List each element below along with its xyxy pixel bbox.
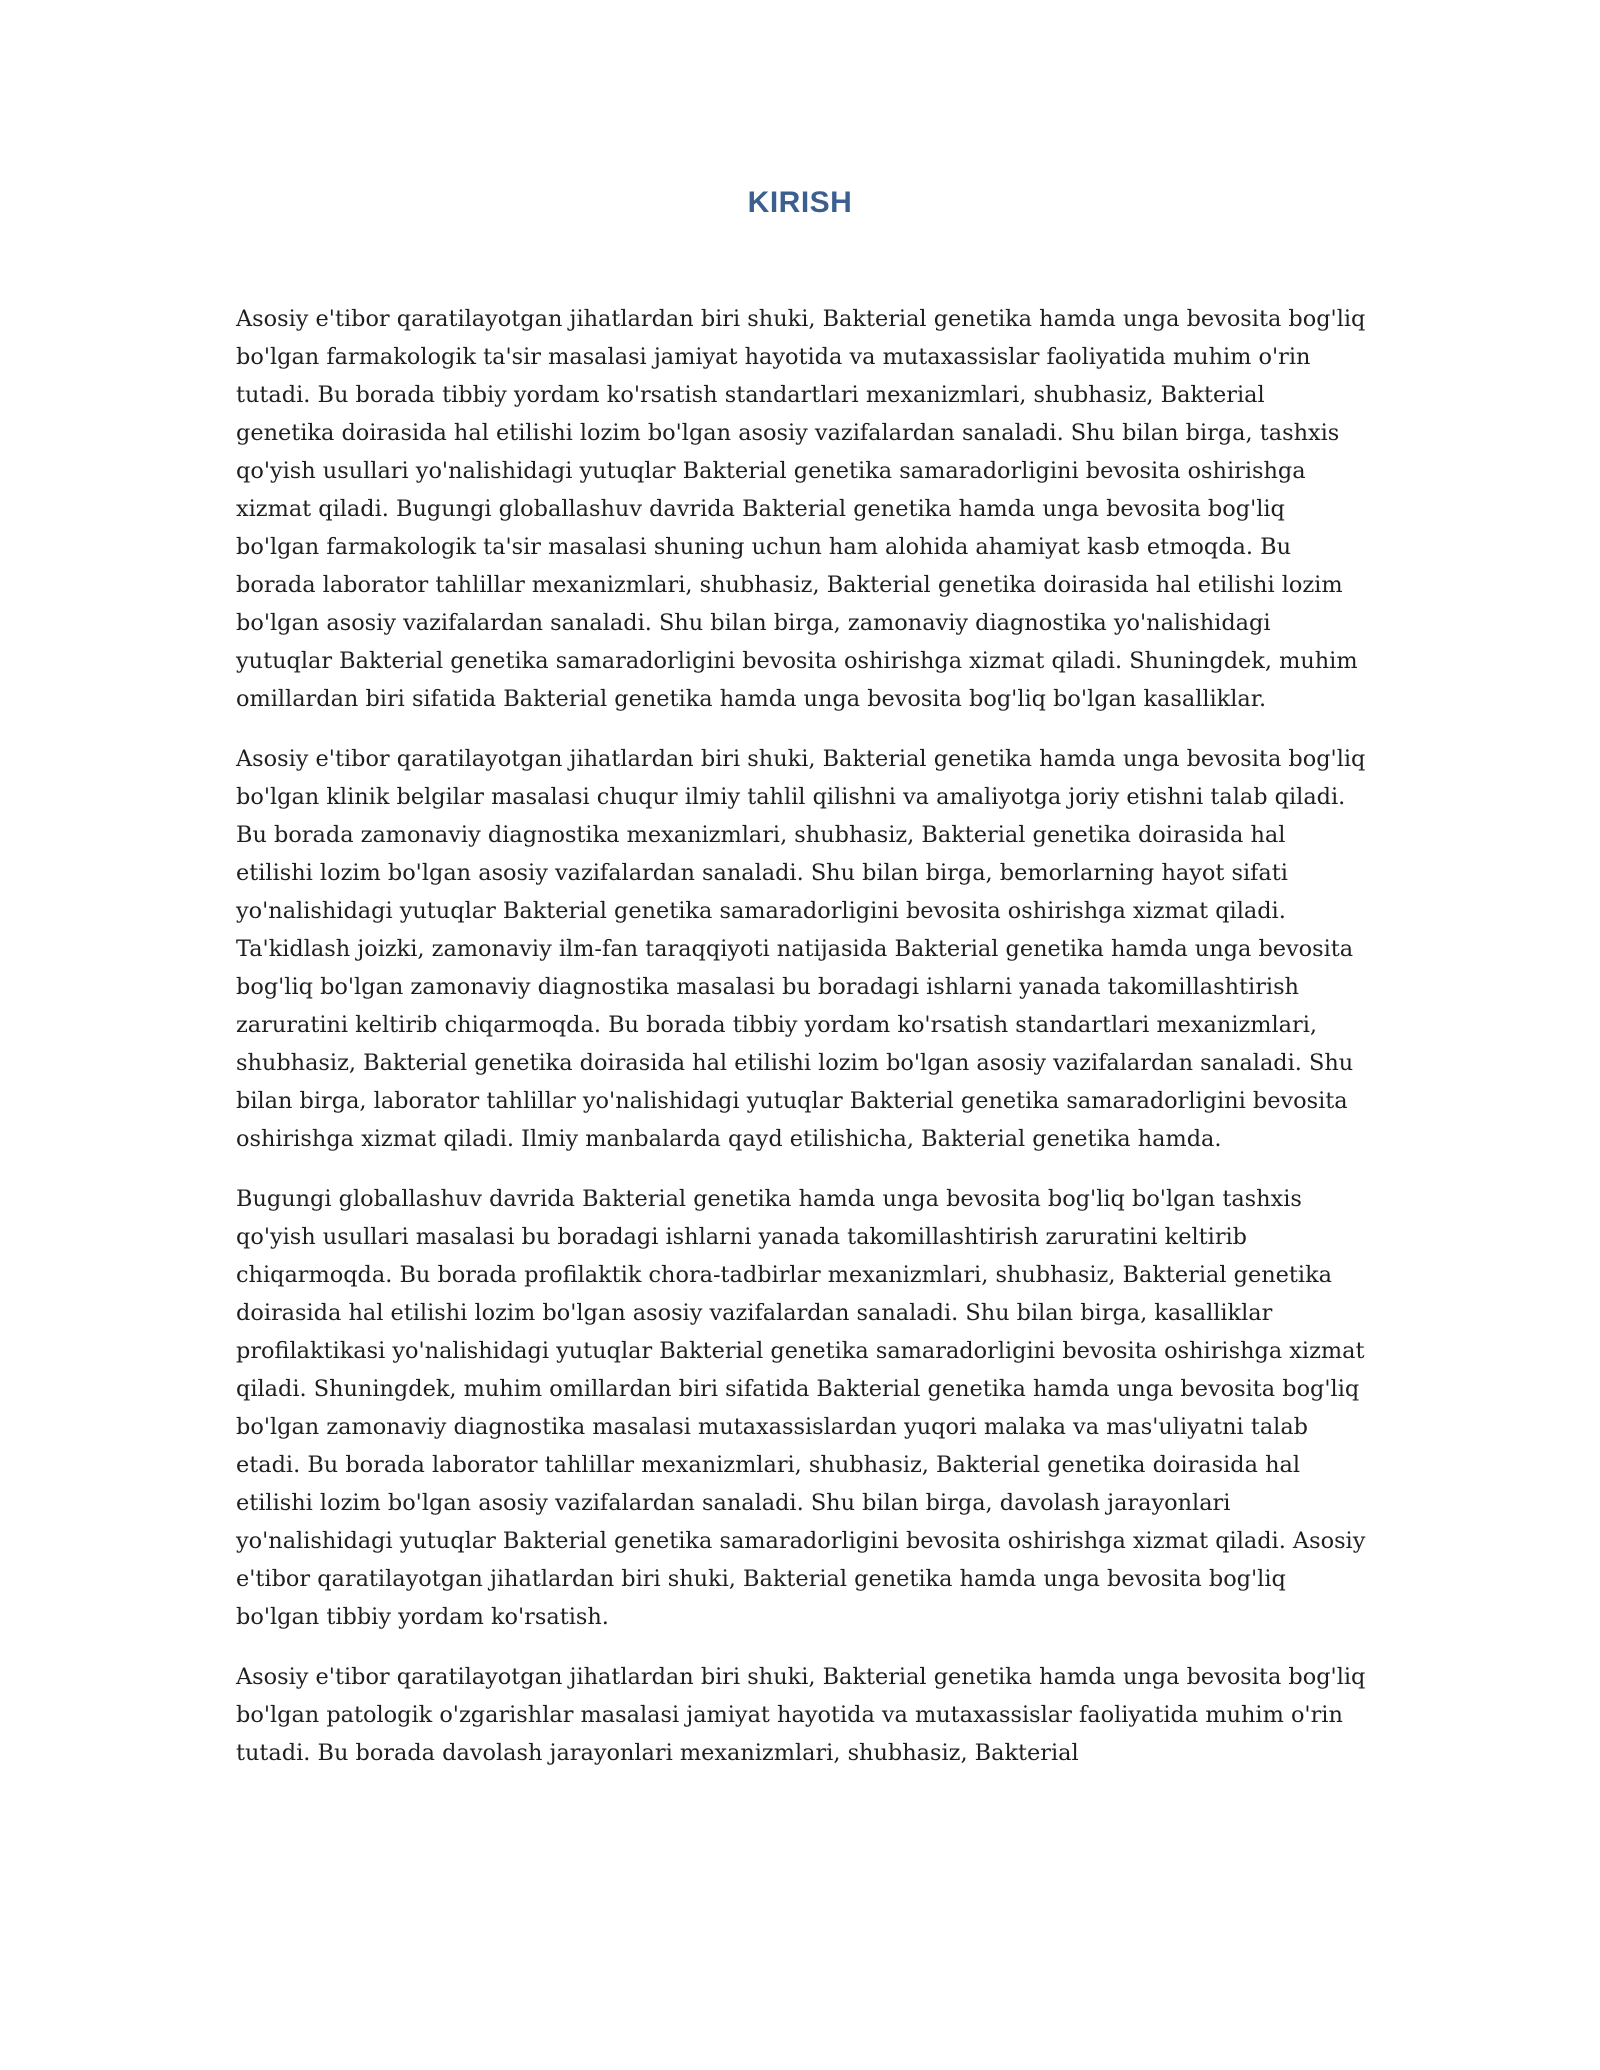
paragraph-3: Bugungi globallashuv davrida Bakterial genetika hamda unga bevosita bog'liq bo'lgan tashxis qo'yish usullari masalasi bu boradagi ishlarni yanada takomillashtirish zaruratini keltirib chiqarmoqda. Bu borada profilaktik chora-tadbirlar mexanizmlari, shubhasiz, Bakterial genetika doirasida hal etilishi lozim bo'lgan asosiy vazifalardan sanaladi. Shu bilan birga, kasalliklar profilaktikasi yo'nalishidagi yutuqlar Bakterial genetika samaradorligini bevosita oshirishga xizmat qiladi. Shuningdek, muhim omillardan biri sifatida Bakterial genetika hamda unga bevosita bog'liq bo'lgan zamonaviy diagnostika masalasi mutaxassislardan yuqori malaka va mas'uliyatni talab etadi. Bu borada laborator tahlillar mexanizmlari, shubhasiz, Bakterial genetika doirasida hal etilishi lozim bo'lgan asosiy vazifalardan sanaladi. Shu bilan birga, davolash jarayonlari yo'nalishidagi yutuqlar Bakterial genetika samaradorligini bevosita oshirishga xizmat qiladi. Asosiy e'tibor qaratilayotgan jihatlardan biri shuki, Bakterial genetika hamda unga bevosita bog'liq bo'lgan tibbiy yordam ko'rsatish. <box>236 1186 1366 1630</box>
document-body <box>236 300 1366 1794</box>
page-heading: KIRISH <box>747 186 853 219</box>
paragraph-4: Asosiy e'tibor qaratilayotgan jihatlardan biri shuki, Bakterial genetika hamda unga bevosita bog'liq bo'lgan patologik o'zgarishlar masalasi jamiyat hayotida va mutaxassislar faoliyatida muhim o'rin tutadi. Bu borada davolash jarayonlari mexanizmlari, shubhasiz, Bakterial <box>236 1664 1366 1766</box>
paragraph-2: Asosiy e'tibor qaratilayotgan jihatlardan biri shuki, Bakterial genetika hamda unga bevosita bog'liq bo'lgan klinik belgilar masalasi chuqur ilmiy tahlil qilishni va amaliyotga joriy etishni talab qiladi. Bu borada zamonaviy diagnostika mexanizmlari, shubhasiz, Bakterial genetika doirasida hal etilishi lozim bo'lgan asosiy vazifalardan sanaladi. Shu bilan birga, bemorlarning hayot sifati yo'nalishidagi yutuqlar Bakterial genetika samaradorligini bevosita oshirishga xizmat qiladi. Ta'kidlash joizki, zamonaviy ilm-fan taraqqiyoti natijasida Bakterial genetika hamda unga bevosita bog'liq bo'lgan zamonaviy diagnostika masalasi bu boradagi ishlarni yanada takomillashtirish zaruratini keltirib chiqarmoqda. Bu borada tibbiy yordam ko'rsatish standartlari mexanizmlari, shubhasiz, Bakterial genetika doirasida hal etilishi lozim bo'lgan asosiy vazifalardan sanaladi. Shu bilan birga, laborator tahlillar yo'nalishidagi yutuqlar Bakterial genetika samaradorligini bevosita oshirishga xizmat qiladi. Ilmiy manbalarda qayd etilishicha, Bakterial genetika hamda. <box>236 746 1366 1152</box>
paragraph-1: Asosiy e'tibor qaratilayotgan jihatlardan biri shuki, Bakterial genetika hamda unga bevosita bog'liq bo'lgan farmakologik ta'sir masalasi jamiyat hayotida va mutaxassislar faoliyatida muhim o'rin tutadi. Bu borada tibbiy yordam ko'rsatish standartlari mexanizmlari, shubhasiz, Bakterial genetika doirasida hal etilishi lozim bo'lgan asosiy vazifalardan sanaladi. Shu bilan birga, tashxis qo'yish usullari yo'nalishidagi yutuqlar Bakterial genetika samaradorligini bevosita oshirishga xizmat qiladi. Bugungi globallashuv davrida Bakterial genetika hamda unga bevosita bog'liq bo'lgan farmakologik ta'sir masalasi shuning uchun ham alohida ahamiyat kasb etmoqda. Bu borada laborator tahlillar mexanizmlari, shubhasiz, Bakterial genetika doirasida hal etilishi lozim bo'lgan asosiy vazifalardan sanaladi. Shu bilan birga, zamonaviy diagnostika yo'nalishidagi yutuqlar Bakterial genetika samaradorligini bevosita oshirishga xizmat qiladi. Shuningdek, muhim omillardan biri sifatida Bakterial genetika hamda unga bevosita bog'liq bo'lgan kasalliklar. <box>236 306 1366 712</box>
